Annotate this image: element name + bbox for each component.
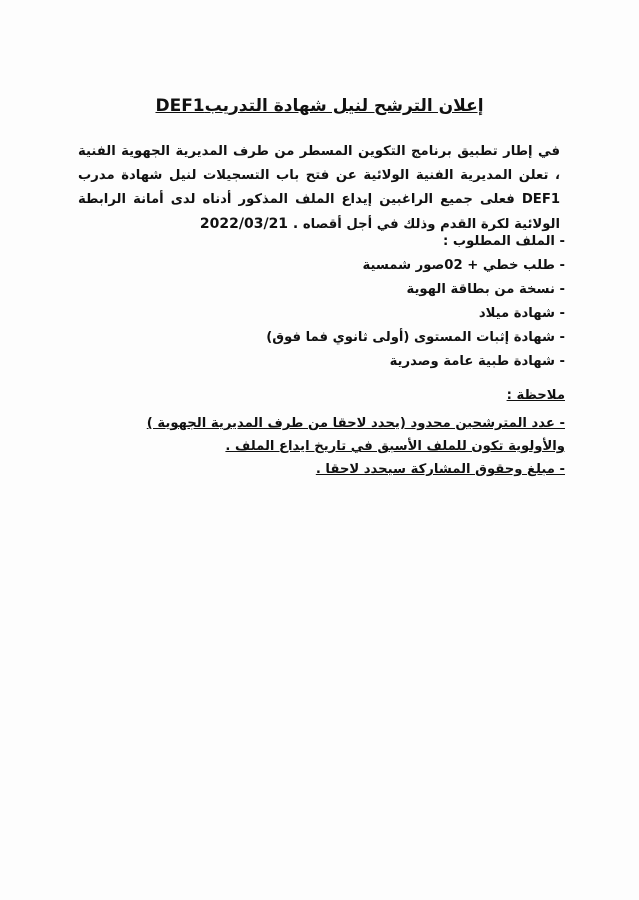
requirements-list — [85, 230, 565, 374]
deadline-date: 2022/03/21 . — [199, 216, 299, 232]
announcement-title: إعلان الترشح لنيل شهادة التدريبDEF1 — [155, 96, 484, 116]
list-item: - الملف المطلوب : — [443, 234, 565, 249]
list-item: - نسخة من بطاقة الهوية — [406, 282, 565, 297]
list-item: - شهادة طبية عامة وصدرية — [389, 354, 565, 369]
note-item: - عدد المترشحين محدود (يحدد لاحقا من طرف المديرية الجهوية ) والأولوية تكون للملف الأسبق في تاريخ ايداع الملف . — [146, 416, 565, 454]
intro-text: في إطار تطبيق برنامج التكوين المسطر من طرف المديرية الجهوية الفنية ، تعلن المديرية الفنية الولائية عن فتح باب التسجيلات لنيل شهادة مدرب DEF1 فعلى جميع الراغبين إيداع الملف المذكور أدناه لدى أمانة الرابطة الولائية لكرة القدم وذلك في أجل أقصاه — [78, 144, 560, 232]
list-item: - شهادة ميلاد — [478, 306, 565, 321]
list-item: - شهادة إثبات المستوى (أولى ثانوي فما فوق) — [266, 330, 565, 345]
list-item: - طلب خطي + 02صور شمسية — [362, 258, 565, 273]
notes-list — [95, 412, 565, 481]
notes-heading: ملاحظة : — [506, 388, 565, 403]
intro-paragraph — [78, 140, 560, 237]
note-item: - مبلغ وحقوق المشاركة سيحدد لاحقا . — [315, 462, 565, 477]
